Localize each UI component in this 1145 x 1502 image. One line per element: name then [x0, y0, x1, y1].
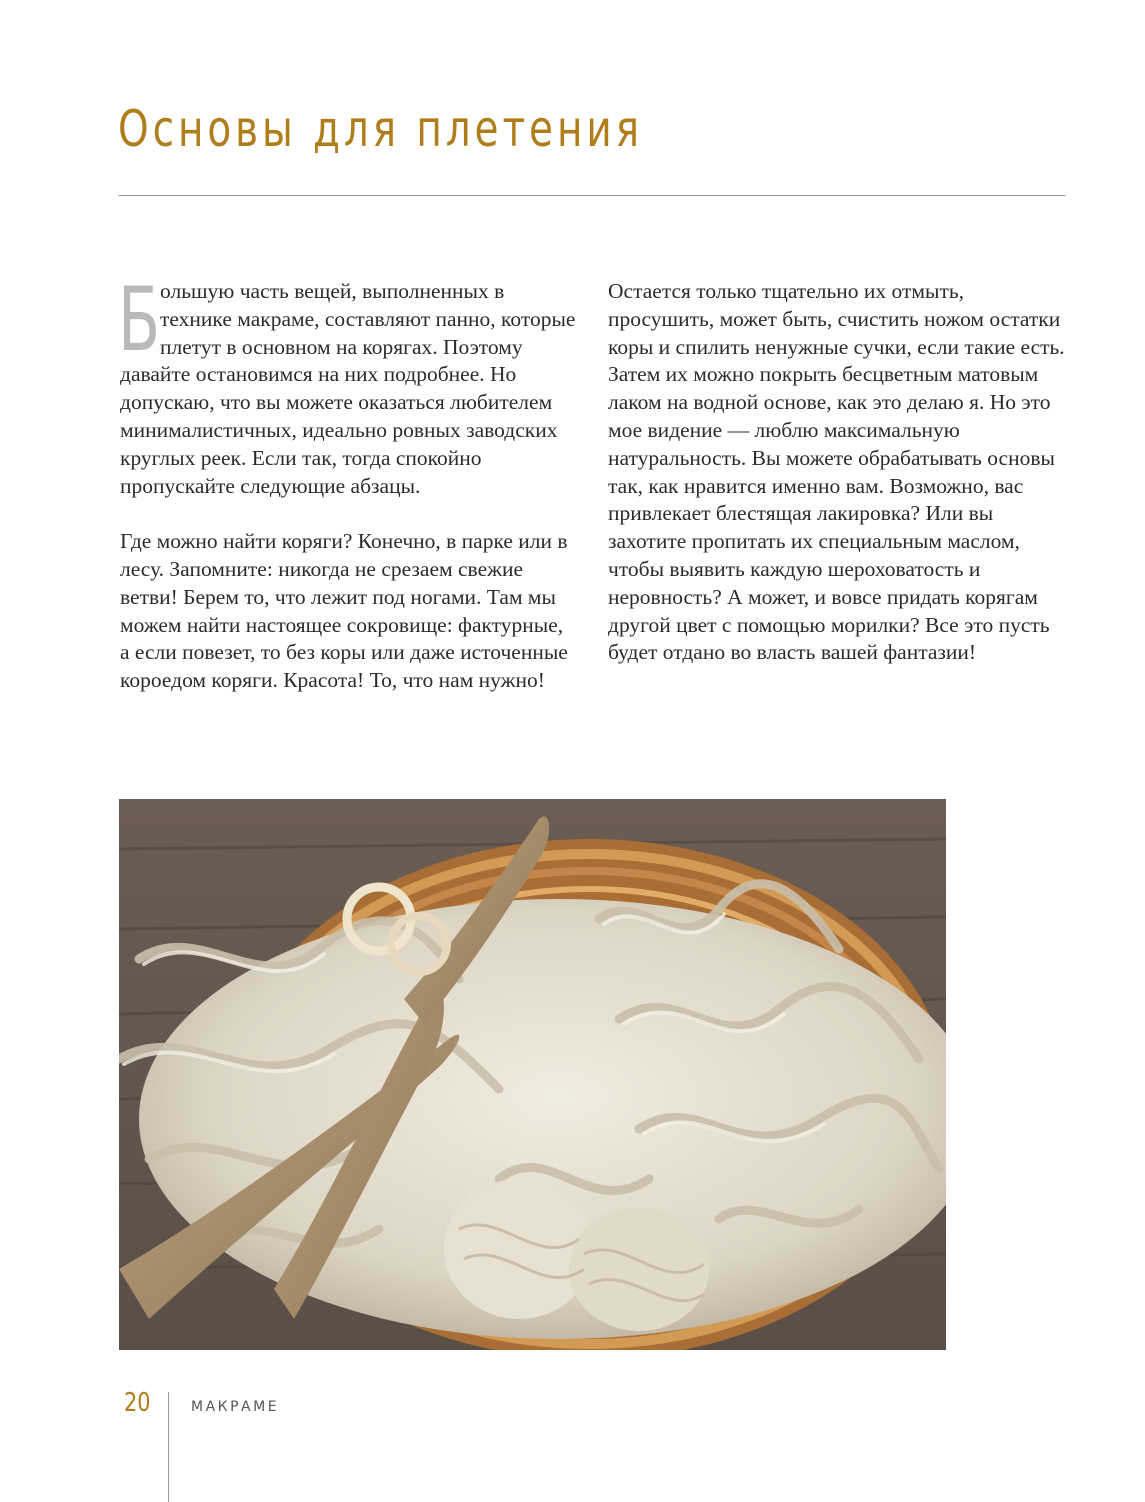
drop-cap: Б: [118, 268, 161, 371]
text-column-left: [118, 268, 578, 695]
page-title: Основы для плетения: [118, 100, 643, 158]
title-divider: [118, 195, 1066, 196]
paragraph: [118, 268, 578, 500]
basket-cord-illustration: [119, 799, 946, 1350]
running-footer-label: МАКРАМЕ: [191, 1399, 280, 1415]
page-number: 20: [124, 1388, 151, 1418]
photo-macrame-basket: [119, 799, 946, 1350]
paragraph: Где можно найти коряги? Конечно, в парке или в лесу. Запомните: никогда не срезаем свежие ветви! Берем то, что лежит под ногами. Там мы можем найти настоящее сокровище: фактурные, а если повезет, то без коры или даже источенные короедом коряги. Красота! То, что нам нужно!: [120, 529, 568, 693]
paragraph: Остается только тщательно их отмыть, просушить, может быть, счистить ножом остатки коры и спилить ненужные сучки, если такие есть. Затем их можно покрыть бесцветным матовым лаком на водной основе, как это делаю я. Но это мое видение — люблю максимальную натуральность. Вы можете обрабатывать основы так, как нравится именно вам. Возможно, вас привлекает блестящая лакировка? Или вы захотите пропитать их специальным маслом, чтобы выявить каждую шероховатость и неровность? А может, и вовсе придать корягам другой цвет с помощью морилки? Все это пусть будет отдано во власть вашей фантазии!: [608, 279, 1065, 665]
text-column-right: [608, 278, 1066, 667]
footer-divider: [168, 1392, 169, 1502]
paragraph-text: ольшую часть вещей, выполненных в технике макраме, составляют панно, которые плетут в основном на корягах. Поэтому давайте остановимся на них подробнее. Но допускаю, что вы можете оказаться любителем минималистичных, идеально ровных заводских круглых реек. Если так, тогда спокойно пропускайте следующие абзацы.: [120, 279, 576, 498]
